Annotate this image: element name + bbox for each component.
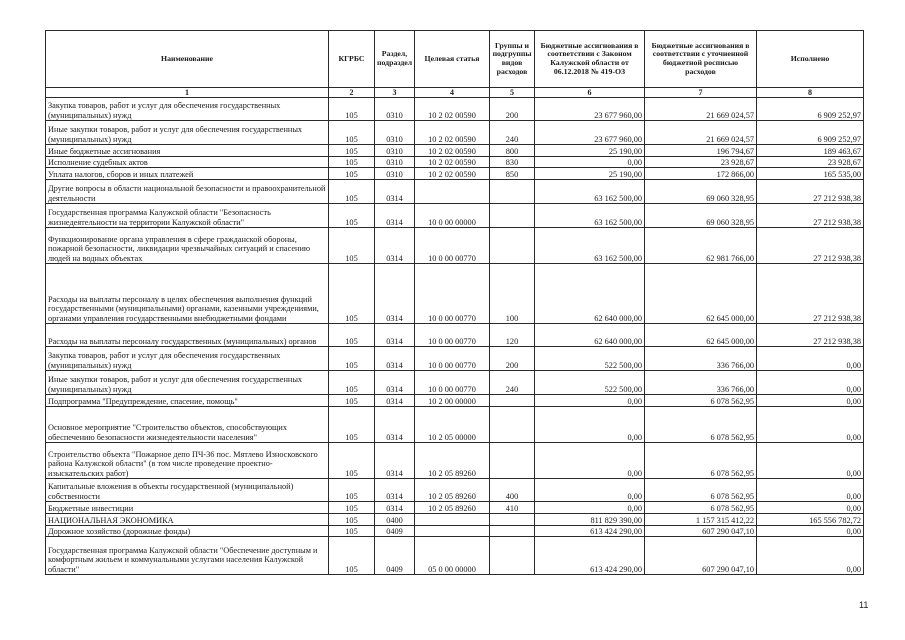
- row-refined-cell: 6 078 562,95: [645, 443, 757, 479]
- row-section-cell: 0310: [375, 121, 415, 145]
- row-target-cell: 10 2 02 00590: [415, 157, 490, 168]
- row-section-cell: 0314: [375, 479, 415, 502]
- row-target-cell: 10 2 02 00590: [415, 121, 490, 145]
- table-body: [46, 98, 864, 575]
- row-section-cell: 0314: [375, 180, 415, 204]
- row-kgrbs-cell: 105: [329, 537, 375, 575]
- row-refined-cell: 62 981 766,00: [645, 228, 757, 264]
- row-refined-cell: 6 078 562,95: [645, 479, 757, 502]
- row-law-cell: 23 677 960,00: [535, 98, 645, 121]
- table-row: [46, 157, 864, 168]
- row-target-cell: 10 0 00 00770: [415, 324, 490, 347]
- row-name-cell: Иные закупки товаров, работ и услуг для обеспечения государственных (муниципальных) нужд: [46, 121, 329, 145]
- row-refined-cell: 336 766,00: [645, 371, 757, 395]
- row-target-cell: 10 2 05 00000: [415, 407, 490, 443]
- row-kgrbs-cell: 105: [329, 157, 375, 168]
- row-name-cell: Другие вопросы в области национальной безопасности и правоохранительной деятельности: [46, 180, 329, 204]
- row-name-cell: Закупка товаров, работ и услуг для обеспечения государственных (муниципальных) нужд: [46, 347, 329, 371]
- row-name-cell: Дорожное хозяйство (дорожные фонды): [46, 526, 329, 537]
- row-kgrbs-cell: 105: [329, 264, 375, 324]
- row-law-cell: 62 640 000,00: [535, 324, 645, 347]
- column-number-row: [46, 88, 864, 98]
- row-group-cell: [490, 228, 535, 264]
- row-section-cell: 0314: [375, 502, 415, 514]
- row-kgrbs-cell: 105: [329, 180, 375, 204]
- row-group-cell: 100: [490, 264, 535, 324]
- row-target-cell: 10 0 00 00000: [415, 204, 490, 228]
- page-number: 11: [859, 600, 869, 610]
- header-refined-allocations: Бюджетные ассигнования в соответствии с уточненной бюджетной росписью расходов: [645, 31, 757, 88]
- row-kgrbs-cell: 105: [329, 168, 375, 180]
- row-refined-cell: 172 866,00: [645, 168, 757, 180]
- row-law-cell: 25 190,00: [535, 168, 645, 180]
- table-row: [46, 479, 864, 502]
- row-target-cell: 10 2 05 89260: [415, 443, 490, 479]
- row-target-cell: 10 0 00 00770: [415, 371, 490, 395]
- row-executed-cell: 0,00: [757, 407, 864, 443]
- row-section-cell: 0314: [375, 347, 415, 371]
- row-executed-cell: 27 212 938,38: [757, 204, 864, 228]
- row-name-cell: Бюджетные инвестиции: [46, 502, 329, 514]
- table-row: [46, 514, 864, 526]
- row-executed-cell: 165 535,00: [757, 168, 864, 180]
- row-group-cell: 120: [490, 324, 535, 347]
- header-kgrbs: КГРБС: [329, 31, 375, 88]
- row-law-cell: 62 640 000,00: [535, 264, 645, 324]
- column-number: 7: [645, 88, 757, 98]
- row-section-cell: 0400: [375, 514, 415, 526]
- row-section-cell: 0310: [375, 168, 415, 180]
- row-law-cell: 522 500,00: [535, 347, 645, 371]
- row-refined-cell: 62 645 000,00: [645, 324, 757, 347]
- row-refined-cell: 1 157 315 412,22: [645, 514, 757, 526]
- row-executed-cell: 0,00: [757, 479, 864, 502]
- row-law-cell: 63 162 500,00: [535, 180, 645, 204]
- row-executed-cell: 27 212 938,38: [757, 228, 864, 264]
- row-group-cell: [490, 407, 535, 443]
- column-number: 6: [535, 88, 645, 98]
- row-name-cell: Строительство объекта "Пожарное депо ПЧ-36 пос. Мятлево Износковского района Калужской области" (в том числе проведение проектно-изыскательских работ): [46, 443, 329, 479]
- row-law-cell: 63 162 500,00: [535, 228, 645, 264]
- row-executed-cell: 0,00: [757, 526, 864, 537]
- row-group-cell: 410: [490, 502, 535, 514]
- row-section-cell: 0409: [375, 537, 415, 575]
- row-refined-cell: 69 060 328,95: [645, 180, 757, 204]
- column-number: 5: [490, 88, 535, 98]
- row-target-cell: 10 0 00 00770: [415, 228, 490, 264]
- row-refined-cell: 336 766,00: [645, 347, 757, 371]
- row-executed-cell: 6 909 252,97: [757, 121, 864, 145]
- row-kgrbs-cell: 105: [329, 324, 375, 347]
- row-kgrbs-cell: 105: [329, 443, 375, 479]
- row-name-cell: Расходы на выплаты персоналу в целях обеспечения выполнения функций государственными (муниципальными) органами, казенными учреждениями, органами управления государственными внебюджетными фондами: [46, 264, 329, 324]
- row-section-cell: 0310: [375, 157, 415, 168]
- row-refined-cell: 6 078 562,95: [645, 395, 757, 407]
- row-law-cell: 811 829 390,00: [535, 514, 645, 526]
- table-row: [46, 395, 864, 407]
- row-name-cell: Уплата налогов, сборов и иных платежей: [46, 168, 329, 180]
- header-target: Целевая статья: [415, 31, 490, 88]
- row-name-cell: Функционирование органа управления в сфере гражданской обороны, пожарной безопасности, ликвидации чрезвычайных ситуаций и спасению людей на водных объектах: [46, 228, 329, 264]
- row-group-cell: 830: [490, 157, 535, 168]
- row-law-cell: 23 677 960,00: [535, 121, 645, 145]
- row-law-cell: 25 190,00: [535, 145, 645, 157]
- column-number: 3: [375, 88, 415, 98]
- row-section-cell: 0314: [375, 395, 415, 407]
- row-section-cell: 0314: [375, 228, 415, 264]
- row-executed-cell: 0,00: [757, 443, 864, 479]
- header-section: Раздел, подраздел: [375, 31, 415, 88]
- table-row: [46, 204, 864, 228]
- row-law-cell: 0,00: [535, 395, 645, 407]
- table-row: [46, 121, 864, 145]
- row-executed-cell: 0,00: [757, 395, 864, 407]
- row-kgrbs-cell: 105: [329, 204, 375, 228]
- row-target-cell: 10 2 02 00590: [415, 168, 490, 180]
- row-section-cell: 0314: [375, 324, 415, 347]
- row-executed-cell: 0,00: [757, 502, 864, 514]
- row-section-cell: 0314: [375, 371, 415, 395]
- header-groups: Группы и подгруппы видов расходов: [490, 31, 535, 88]
- table-row: [46, 371, 864, 395]
- row-executed-cell: 0,00: [757, 537, 864, 575]
- row-section-cell: 0314: [375, 407, 415, 443]
- row-refined-cell: 62 645 000,00: [645, 264, 757, 324]
- row-kgrbs-cell: 105: [329, 145, 375, 157]
- row-target-cell: 10 2 05 89260: [415, 502, 490, 514]
- row-target-cell: 10 2 02 00590: [415, 145, 490, 157]
- table-row: [46, 443, 864, 479]
- row-group-cell: 240: [490, 121, 535, 145]
- row-executed-cell: 0,00: [757, 347, 864, 371]
- table-row: [46, 347, 864, 371]
- row-executed-cell: 189 463,67: [757, 145, 864, 157]
- row-refined-cell: 607 290 047,10: [645, 526, 757, 537]
- row-group-cell: 200: [490, 347, 535, 371]
- table-row: [46, 145, 864, 157]
- table-row: [46, 180, 864, 204]
- row-target-cell: 10 0 00 00770: [415, 347, 490, 371]
- row-name-cell: НАЦИОНАЛЬНАЯ ЭКОНОМИКА: [46, 514, 329, 526]
- row-law-cell: 0,00: [535, 479, 645, 502]
- row-refined-cell: 196 794,67: [645, 145, 757, 157]
- row-group-cell: 240: [490, 371, 535, 395]
- header-executed: Исполнено: [757, 31, 864, 88]
- row-kgrbs-cell: 105: [329, 479, 375, 502]
- row-name-cell: Иные закупки товаров, работ и услуг для обеспечения государственных (муниципальных) нужд: [46, 371, 329, 395]
- row-kgrbs-cell: 105: [329, 514, 375, 526]
- row-law-cell: 522 500,00: [535, 371, 645, 395]
- row-group-cell: [490, 180, 535, 204]
- table-row: [46, 98, 864, 121]
- row-refined-cell: 23 928,67: [645, 157, 757, 168]
- row-name-cell: Иные бюджетные ассигнования: [46, 145, 329, 157]
- budget-table: [45, 30, 864, 575]
- row-section-cell: 0310: [375, 145, 415, 157]
- column-number: 2: [329, 88, 375, 98]
- row-section-cell: 0314: [375, 264, 415, 324]
- row-group-cell: [490, 443, 535, 479]
- table-row: [46, 537, 864, 575]
- row-kgrbs-cell: 105: [329, 347, 375, 371]
- row-refined-cell: 69 060 328,95: [645, 204, 757, 228]
- row-target-cell: [415, 180, 490, 204]
- column-number: 8: [757, 88, 864, 98]
- header-name: Наименование: [46, 31, 329, 88]
- row-section-cell: 0314: [375, 204, 415, 228]
- row-target-cell: [415, 514, 490, 526]
- row-refined-cell: 607 290 047,10: [645, 537, 757, 575]
- row-kgrbs-cell: 105: [329, 526, 375, 537]
- row-name-cell: Закупка товаров, работ и услуг для обеспечения государственных (муниципальных) нужд: [46, 98, 329, 121]
- row-section-cell: 0409: [375, 526, 415, 537]
- row-kgrbs-cell: 105: [329, 502, 375, 514]
- row-name-cell: Капитальные вложения в объекты государственной (муниципальной) собственности: [46, 479, 329, 502]
- row-law-cell: 0,00: [535, 407, 645, 443]
- row-group-cell: [490, 514, 535, 526]
- row-kgrbs-cell: 105: [329, 395, 375, 407]
- row-kgrbs-cell: 105: [329, 407, 375, 443]
- header-row: [46, 31, 864, 88]
- column-number: 4: [415, 88, 490, 98]
- row-kgrbs-cell: 105: [329, 371, 375, 395]
- row-name-cell: Исполнение судебных актов: [46, 157, 329, 168]
- row-refined-cell: 6 078 562,95: [645, 407, 757, 443]
- row-group-cell: 400: [490, 479, 535, 502]
- row-target-cell: 10 2 00 00000: [415, 395, 490, 407]
- table-row: [46, 526, 864, 537]
- row-law-cell: 613 424 290,00: [535, 537, 645, 575]
- row-group-cell: [490, 204, 535, 228]
- row-group-cell: 850: [490, 168, 535, 180]
- row-group-cell: [490, 526, 535, 537]
- row-kgrbs-cell: 105: [329, 121, 375, 145]
- row-kgrbs-cell: 105: [329, 98, 375, 121]
- row-executed-cell: 23 928,67: [757, 157, 864, 168]
- row-executed-cell: 27 212 938,38: [757, 180, 864, 204]
- row-target-cell: 05 0 00 00000: [415, 537, 490, 575]
- row-executed-cell: 0,00: [757, 371, 864, 395]
- row-executed-cell: 6 909 252,97: [757, 98, 864, 121]
- table-row: [46, 228, 864, 264]
- row-law-cell: 613 424 290,00: [535, 526, 645, 537]
- row-law-cell: 0,00: [535, 157, 645, 168]
- row-name-cell: Подпрограмма "Предупреждение, спасение, помощь": [46, 395, 329, 407]
- row-section-cell: 0310: [375, 98, 415, 121]
- row-group-cell: [490, 537, 535, 575]
- row-executed-cell: 27 212 938,38: [757, 264, 864, 324]
- row-executed-cell: 27 212 938,38: [757, 324, 864, 347]
- row-name-cell: Основное мероприятие "Строительство объектов, способствующих обеспечению безопасности жизнедеятельности населения": [46, 407, 329, 443]
- row-section-cell: 0314: [375, 443, 415, 479]
- row-name-cell: Государственная программа Калужской области "Безопасность жизнедеятельности на территории Калужской области": [46, 204, 329, 228]
- table-row: [46, 502, 864, 514]
- row-target-cell: 10 2 05 89260: [415, 479, 490, 502]
- row-executed-cell: 165 556 782,72: [757, 514, 864, 526]
- row-kgrbs-cell: 105: [329, 228, 375, 264]
- table-row: [46, 324, 864, 347]
- row-name-cell: Расходы на выплаты персоналу государственных (муниципальных) органов: [46, 324, 329, 347]
- row-target-cell: [415, 526, 490, 537]
- row-group-cell: [490, 395, 535, 407]
- row-group-cell: 200: [490, 98, 535, 121]
- row-target-cell: 10 2 02 00590: [415, 98, 490, 121]
- row-law-cell: 63 162 500,00: [535, 204, 645, 228]
- row-law-cell: 0,00: [535, 502, 645, 514]
- row-law-cell: 0,00: [535, 443, 645, 479]
- row-refined-cell: 6 078 562,95: [645, 502, 757, 514]
- header-law-allocations: Бюджетные ассигнования в соответствии с Законом Калужской области от 06.12.2018 № 419-ОЗ: [535, 31, 645, 88]
- row-group-cell: 800: [490, 145, 535, 157]
- table-row: [46, 264, 864, 324]
- row-name-cell: Государственная программа Калужской области "Обеспечение доступным и комфортным жильем и коммунальными услугами населения Калужской области": [46, 537, 329, 575]
- table-row: [46, 168, 864, 180]
- column-number: 1: [46, 88, 329, 98]
- row-target-cell: 10 0 00 00770: [415, 264, 490, 324]
- table-row: [46, 407, 864, 443]
- row-refined-cell: 21 669 024,57: [645, 121, 757, 145]
- row-refined-cell: 21 669 024,57: [645, 98, 757, 121]
